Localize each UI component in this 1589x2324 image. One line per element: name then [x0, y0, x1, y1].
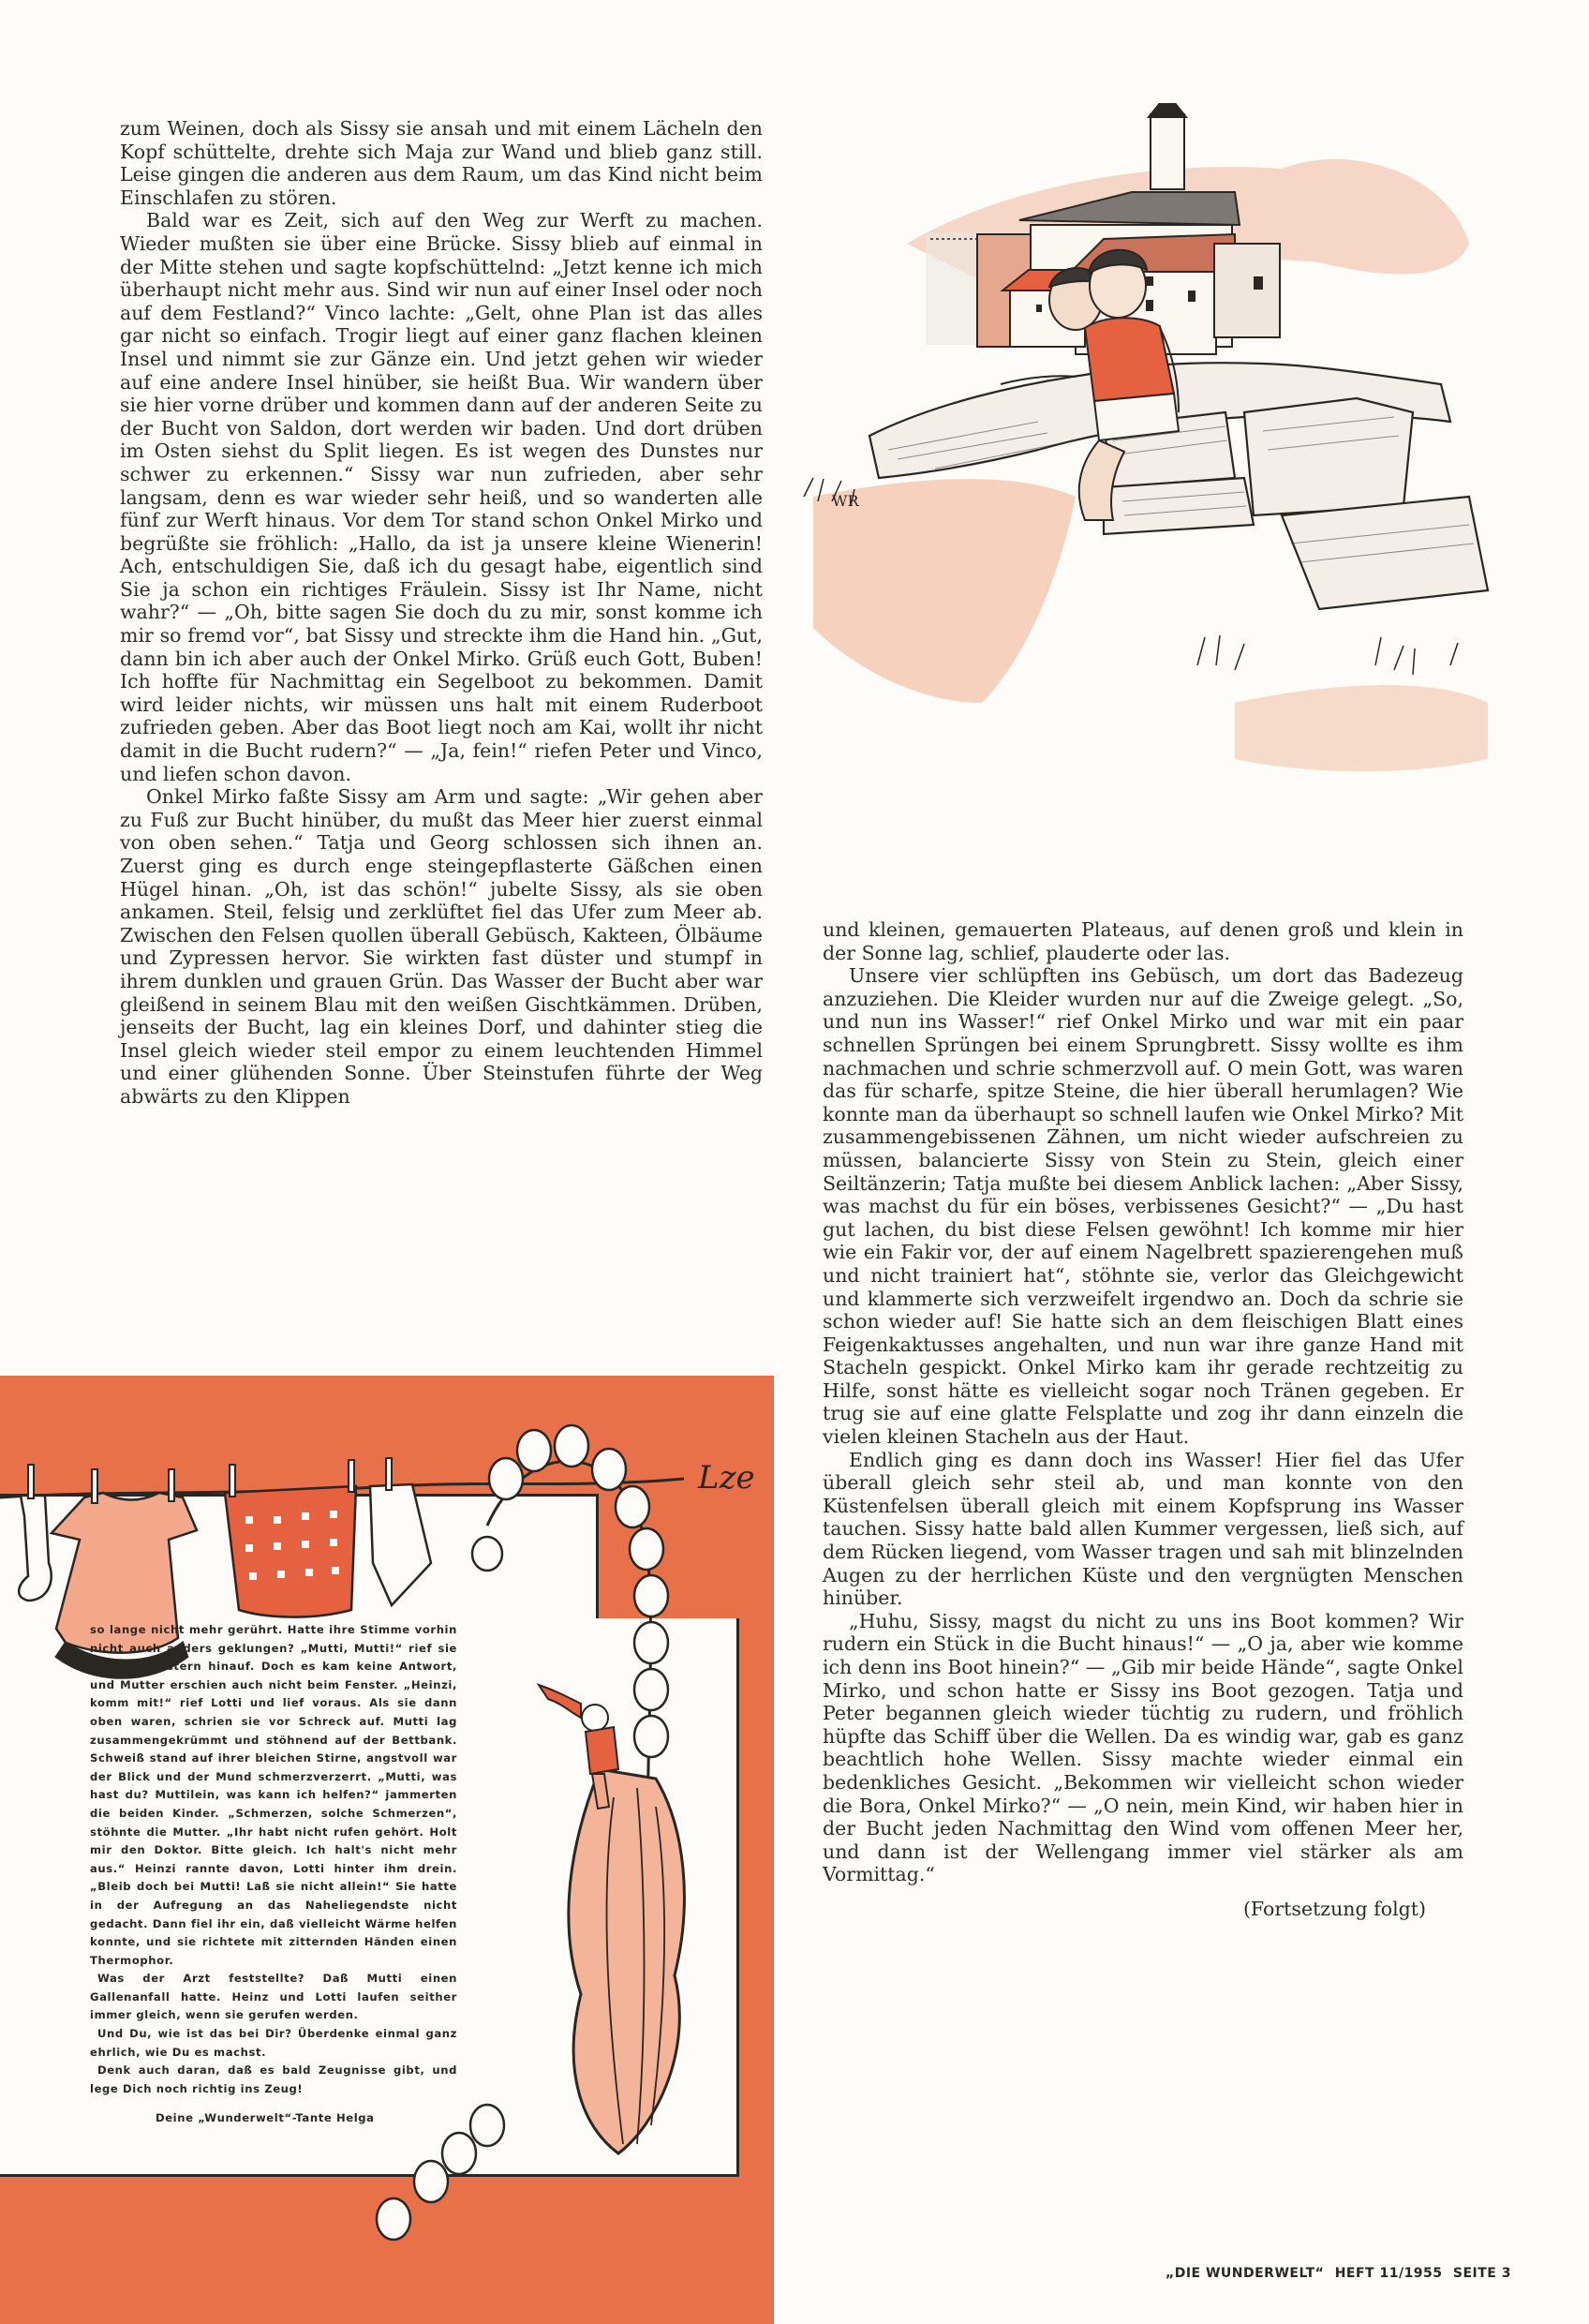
paragraph: und kleinen, gemauerten Plateaus, auf denen groß und klein in der Sonne lag, schlief, plauderte oder las.	[823, 918, 1463, 964]
letter-signature: Deine „Wunderwelt“-Tante Helga	[156, 2111, 375, 2125]
sock-icon	[19, 1496, 52, 1601]
magazine-title: „DIE WUNDERWELT“	[1166, 2266, 1325, 2281]
paragraph: Unsere vier schlüpften ins Gebüsch, um dort das Badezeug anzuziehen. Die Kleider wurden nur auf die Zweige gelegt. „So, und nun ins Wasser!“ rief Onkel Mirko und war mit ein paar schnellen Sprüngen bei einem Sprungbrett. Sissy wollte es ihm nachmachen und schrie schmerzvoll auf. O mein Gott, was waren das für scharfe, spitze Steine, die hier überall herumlagen? Wie konnte man da überhaupt so schnell laufen wie Onkel Mirko? Mit zusammengebissenen Zähnen, um nicht wieder aufschreien zu müssen, balancierte Sissy von Stein zu Stein, gleich einer Seiltänzerin; Tatja mußte bei diesem Anblick lachen: „Aber Sissy, was machst du für ein böses, verbissenes Gesicht?“ — „Du hast gut lachen, du bist diese Felsen gewöhnt! Ich komme mir hier wie ein Fakir vor, der auf einem Nagelbrett spazierengehen muß und nicht trainiert hat“, stöhnte sie, verlor das Gleichgewicht und klammerte sich verzweifelt irgendwo an. Doch da schrie sie schon wieder auf! Sie hatte sich an dem fleischigen Blatt eines Feigenkaktusses angehalten, und nun war ihre ganze Hand mit Stacheln gespickt. Onkel Mirko kam ihr gerade rechtzeitig zu Hilfe, sonst hätte es vielleicht sogar noch Tränen gegeben. Er trug sie auf eine glatte Felsplatte und zog ihr dann einzeln die vielen kleinen Stacheln aus der Haut.	[823, 964, 1463, 1449]
letter-paragraph: so lange nicht mehr gerührt. Hatte ihre Stimme vorhin nicht auch anders geklungen? „Mutti, Mutti!“ rief sie zu den Fenstern hinauf. Doch es kam keine Antwort, und Mutter erschien auch nicht beim Fenster. „Heinzi, komm mit!“ rief Lotti und lief voraus. Als sie dann oben waren, schrien sie vor Schreck auf. Mutti lag zusammengekrümmt und stöhnend auf der Bettbank. Schweiß stand auf ihrer bleichen Stirne, angstvoll war der Blick und der Mund schmerzverzerrt. „Mutti, was hast du? Muttilein, was kann ich helfen?“ jammerten die beiden Kinder. „Schmerzen, solche Schmerzen“, stöhnte die Mutter. „Ihr habt nicht rufen gehört. Holt mir den Doktor. Bitte gleich. Ich halt's nicht mehr aus.“ Heinzi rannte davon, Lotti hinter ihm drein. „Bleib doch bei Mutti! Laß sie nicht allein!“ Sie hatte in der Aufregung an das Naheliegendste nicht gedacht. Dann fiel ihr ein, daß vielleicht Wärme helfen konnte, und sie richtete mit zitternden Händen einen Thermophor.	[90, 1623, 457, 1967]
page-footer	[1166, 2266, 1517, 2281]
illustration-signature: WR	[832, 492, 859, 510]
leaf-icon	[569, 1769, 685, 2153]
paragraph: Onkel Mirko faßte Sissy am Arm und sagte: „Wir gehen aber zu Fuß zur Bucht hinüber, du mußt das Meer hier zuerst einmal von oben sehen.“ Tatja und Georg schlossen sich ihnen an. Zuerst ging es durch enge steingepflasterte Gäßchen einen Hügel hinan. „Oh, ist das schön!“ jubelte Sissy, als sie oben ankamen. Steil, felsig und zerklüftet fiel das Ufer zum Meer ab. Zwischen den Felsen quollen überall Gebüsch, Kakteen, Ölbäume und Zypressen hervor. Sie wirkten fast düster und stumpf in ihrem dunklen und grauen Grün. Das Wasser der Bucht aber war gleißend in seinem Blau mit den weißen Gischtkämmen. Drüben, jenseits der Bucht, lag ein kleines Dorf, und dahinter stieg die Insel gleich wieder steil empor zu einem leuchtenden Himmel und einer glühenden Sonne. Über Steinstufen führte der Weg abwärts zu den Klippen	[120, 785, 763, 1108]
art-signature: Lze	[698, 1459, 755, 1497]
paragraph: zum Weinen, doch als Sissy sie ansah und mit einem Lächeln den Kopf schüttelte, drehte sich Maja zur Wand und blieb ganz still. Leise gingen die anderen aus dem Raum, um das Kind nicht beim Einschlafen zu stören.	[120, 117, 763, 209]
story-left-column	[120, 117, 763, 1109]
letter-paragraph: Was der Arzt feststellte? Daß Mutti einen Gallenanfall hatte. Heinz und Lotti laufen seither immer gleich, wenn sie gerufen werden.	[90, 1972, 457, 2022]
handkerchief-icon	[370, 1484, 431, 1605]
tante-helga-letter	[90, 1621, 457, 2128]
page-number: SEITE 3	[1452, 2266, 1511, 2281]
story-right-column	[823, 918, 1463, 1921]
paragraph: Endlich ging es dann doch ins Wasser! Hier fiel das Ufer überall gleich sehr steil ab, und man konnte von den Küstenfelsen überall gleich mit einem Kopfsprung ins Wasser tauchen. Sissy hatte bald allen Kummer vergessen, ließ sich, auf dem Rücken liegend, vom Wasser tragen und sah mit blinzelnden Augen zu der herrlichen Küste und den vergnügten Menschen hinüber.	[823, 1448, 1463, 1610]
elf-climbing-icon	[539, 1685, 618, 1809]
letter-paragraph: Denk auch daran, daß es bald Zeugnisse gibt, und lege Dich noch richtig ins Zeug!	[90, 2063, 457, 2095]
letter-paragraph: Und Du, wie ist das bei Dir? Überdenke einmal ganz ehrlich, wie Du es machst.	[90, 2027, 457, 2059]
continuation-note: (Fortsetzung folgt)	[1242, 1897, 1426, 1920]
illustration-trogir-boys-on-wall	[794, 103, 1507, 909]
paragraph: „Huhu, Sissy, magst du nicht zu uns ins Boot kommen? Wir rudern ein Stück in die Bucht hinaus!“ — „O ja, aber wie komme ich denn ins Boot hinein?“ — „Gib mir beide Hände“, sagte Onkel Mirko, und schon hatte er Sissy ins Boot gezogen. Tatja und Peter begannen gleich wieder tüchtig zu rudern, und fröhlich hüpfte das Schiff über die Wellen. Da es windig war, gab es ganz beachtlich hohe Wellen. Sissy machte wieder einmal ein bedenkliches Gesicht. „Bekommen wir vielleicht schon wieder die Bora, Onkel Mirko?“ — „O nein, mein Kind, wir haben hier in der Bucht jeden Nachmittag den Wind vom offenen Meer her, und dann ist der Wellengang immer viel stärker als am Vormittag.“	[823, 1609, 1463, 1886]
issue-number: HEFT 11/1955	[1334, 2266, 1443, 2281]
checkered-cloth-icon	[225, 1486, 356, 1617]
paragraph: Bald war es Zeit, sich auf den Weg zur Werft zu machen. Wieder mußten sie über eine Brücke. Sissy blieb auf einmal in der Mitte stehen und sagte kopfschüttelnd: „Jetzt kenne ich mich überhaupt nicht mehr aus. Sind wir nun auf einer Insel oder noch auf dem Festland?“ Vinco lachte: „Gelt, ohne Plan ist das alles gar nicht so einfach. Trogir liegt auf einer ganz flachen kleinen Insel und nimmt sie zur Gänze ein. Und jetzt gehen wir wieder auf eine andere Insel hinüber, sie heißt Bua. Wir wandern über sie hier vorne drüber und kommen dann auf der anderen Seite zu der Bucht von Saldon, dort werden wir baden. Und dort drüben im Osten siehst du Split liegen. Es ist wegen des Dunstes nur schwer zu erkennen.“ Sissy war nun zufrieden, aber sehr langsam, denn es war wieder sehr heiß, und so wanderten alle fünf zur Werft hinaus. Vor dem Tor stand schon Onkel Mirko und begrüßte sie fröhlich: „Hallo, da ist ja unsere kleine Wienerin! Ach, entschuldigen Sie, daß ich du gesagt habe, eigentlich sind Sie ja schon ein richtiges Fräulein. Sissy ist Ihr Name, nicht wahr?“ — „Oh, bitte sagen Sie doch du zu mir, sonst komme ich mir so fremd vor“, bat Sissy und streckte ihm die Hand hin. „Gut, dann bin ich aber auch der Onkel Mirko. Grüß euch Gott, Buben! Ich hoffte für Nachmittag ein Segelboot zu bekommen. Damit wird leider nichts, wir müssen uns halt mit einem Ruderboot zufrieden geben. Aber das Boot liegt noch am Kai, wollt ihr nicht damit in die Bucht rudern?“ — „Ja, fein!“ riefen Peter und Vinco, und liefen schon davon.	[120, 209, 763, 785]
